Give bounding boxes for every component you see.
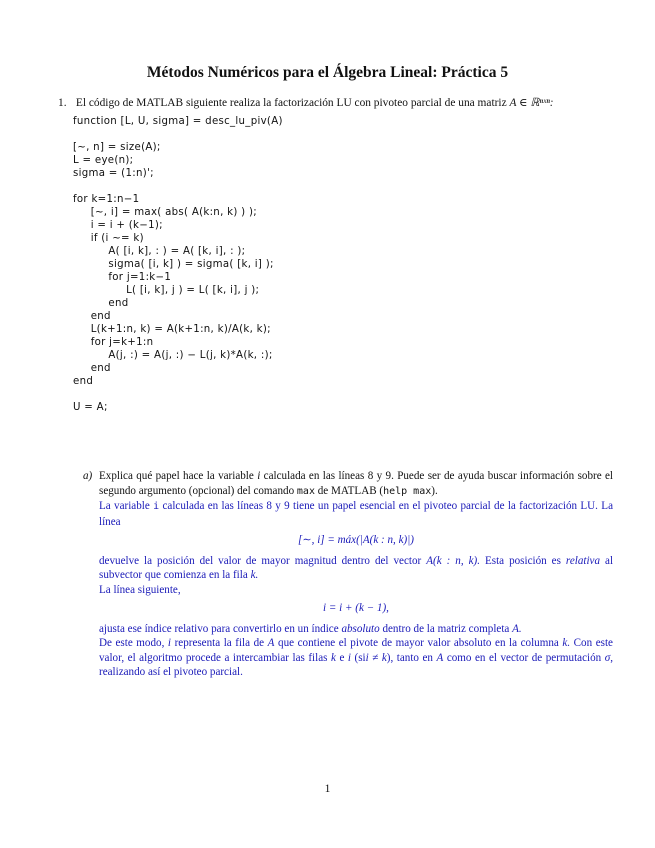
answer-paragraph-2: devuelve la posición del valor de mayor magnitud dentro del vector A(k : n, k). Esta posición es relativa al subvector que comienza en la fila k.: [99, 554, 614, 581]
equation-max: [∼, i] = máx(|A(k : n, k)|): [298, 534, 414, 546]
page-title: Métodos Numéricos para el Álgebra Lineal: Práctica 5: [146, 64, 509, 81]
question-number: 1.: [58, 97, 67, 109]
question-math: A ∈ ℝⁿˣⁿ:: [509, 97, 554, 109]
answer-paragraph-3: La línea siguiente,: [99, 583, 181, 596]
answer-paragraph-4: ajusta ese índice relativo para convertirlo en un índice absoluto dentro de la matriz completa A.: [99, 622, 522, 635]
question-statement: [58, 95, 554, 109]
subquestion-prompt: Explica qué papel hace la variable i calculada en las líneas 8 y 9. Puede ser de ayuda buscar información sobre el segundo argumento (opcional) del comando max de MATLAB (help max).: [99, 470, 613, 497]
answer-block: [99, 499, 613, 680]
page-number: 1: [324, 783, 331, 795]
subquestion-a: [83, 469, 613, 680]
question-text: El código de MATLAB siguiente realiza la factorización LU con pivoteo parcial de una matriz: [75, 97, 507, 109]
matlab-code-block: function [L, U, sigma] = desc_lu_piv(A) [~, n] = size(A); L = eye(n); sigma = (1:n)'; for k=1:n−1 [~, i] = max( abs( A(k:n, k) ) ); i = i + (k−1); if (i ~= k) A( [i, k], : ) = A( [k, i], : ); sigma( [i, k] ) = sigma( [k, i] ); for j=1:k−1 L( [i, k], j ) = L( [k, i], j ); end end L(k+1:n, k) = A(k+1:n, k)/A(k, k); for j=k+1:n A(j, :) = A(j, :) − L(j, k)*A(k, :); end end U = A;: [73, 116, 283, 413]
equation-index-adjust: i = i + (k − 1),: [323, 602, 389, 614]
answer-paragraph-1: La variable i calculada en las líneas 8 y 9 tiene un papel esencial en el pivoteo parcial de la factorización LU. La línea: [99, 500, 613, 528]
subquestion-label: a): [83, 470, 93, 482]
answer-paragraph-5: De este modo, i representa la fila de A que contiene el pivote de mayor valor absoluto en la columna k. Con este valor, el algoritmo procede a intercambiar las filas k e i (sii ≠ k), tanto en A como en el vector de permutación σ, realizando así el pivoteo parcial.: [99, 637, 613, 678]
